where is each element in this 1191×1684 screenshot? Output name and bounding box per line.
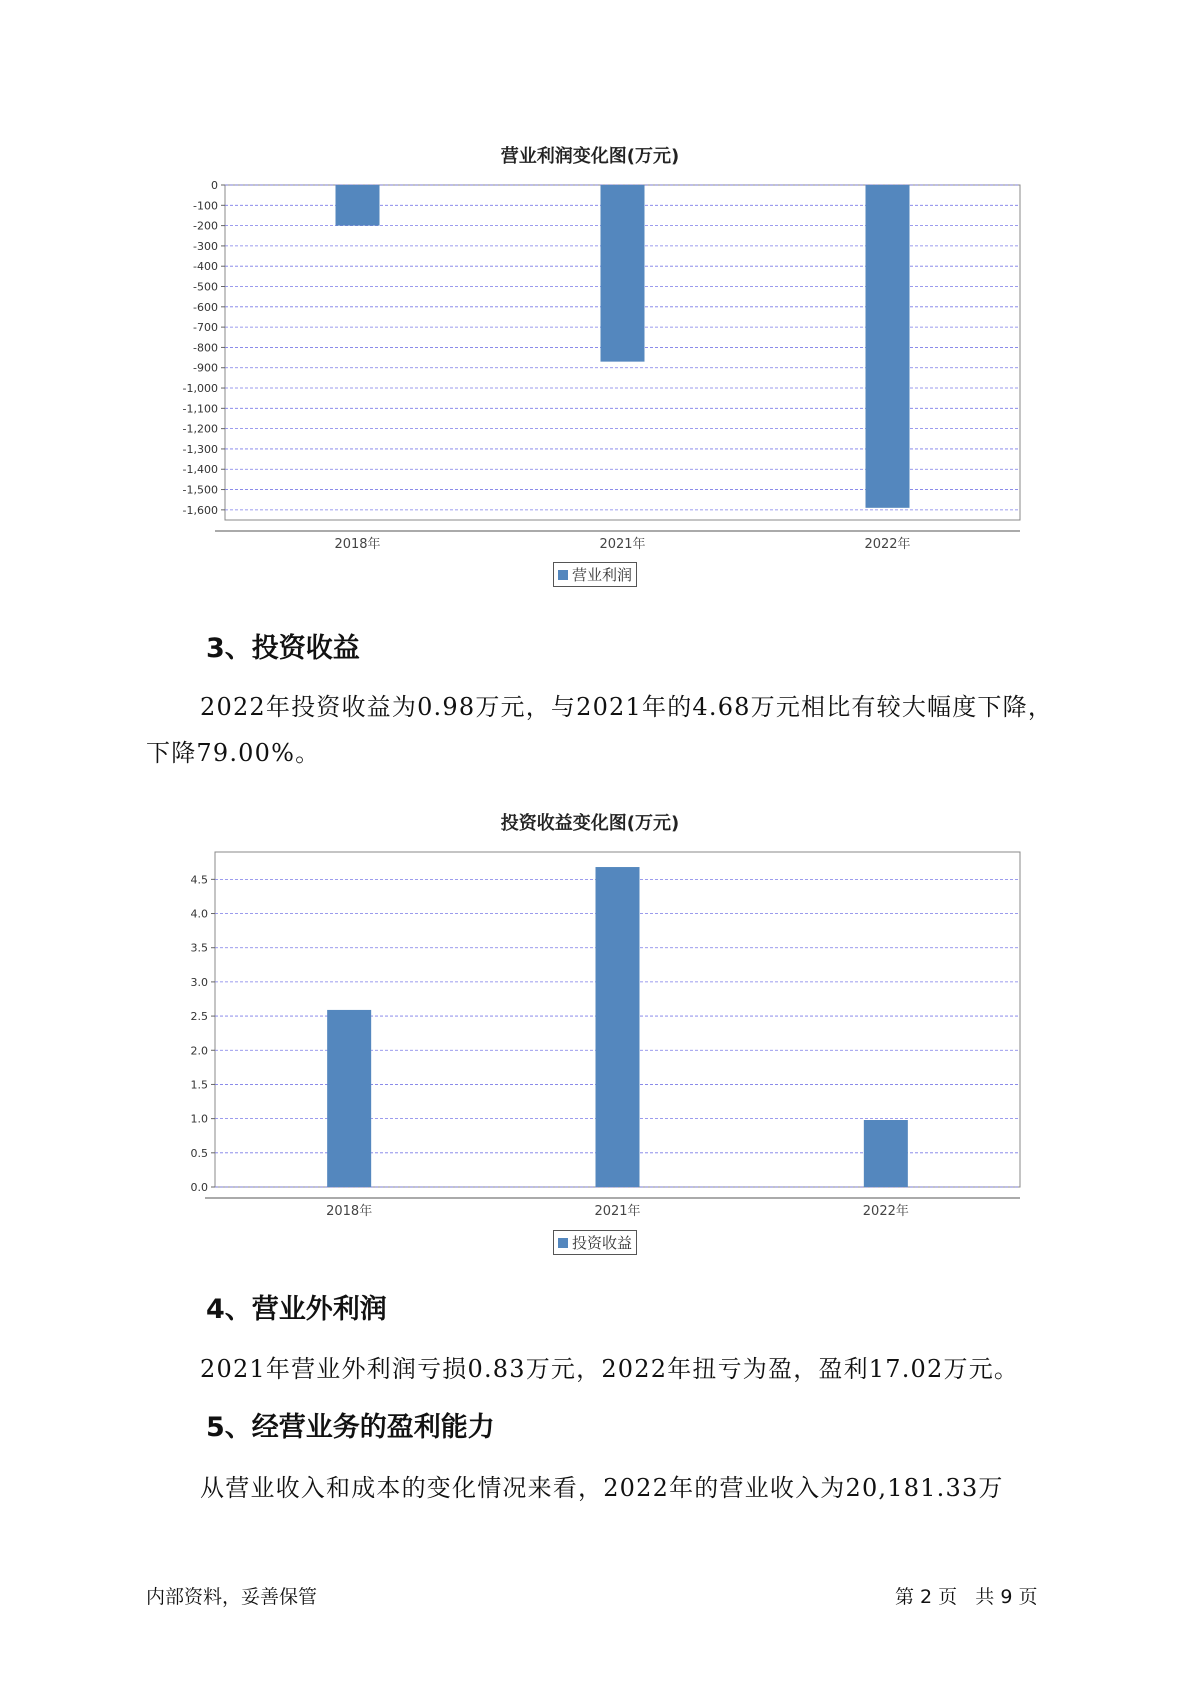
y-tick-label: -1,200 [182, 422, 218, 436]
y-tick-label: -300 [193, 239, 218, 253]
y-tick-label: -1,400 [182, 463, 218, 477]
y-tick-label: -100 [193, 199, 218, 213]
y-tick-label: -1,600 [182, 503, 218, 517]
y-tick-label: 3.0 [190, 975, 208, 989]
y-tick-label: 3.5 [190, 941, 208, 955]
x-tick-label: 2018年 [326, 1204, 373, 1219]
bar-2018年 [336, 185, 380, 226]
section-text-profitability: 从营业收入和成本的变化情况来看，2022年的营业收入为20,181.33万 [200, 1474, 1004, 1502]
x-tick-label: 2022年 [864, 537, 911, 552]
y-tick-label: -200 [193, 219, 218, 233]
y-tick-label: 0 [211, 179, 218, 192]
footer-left: 内部资料，妥善保管 [146, 1586, 318, 1608]
y-tick-label: 0.0 [190, 1181, 208, 1194]
chart-legend [553, 1230, 637, 1255]
legend-swatch [558, 570, 568, 580]
y-tick-label: 4.5 [190, 873, 208, 887]
bar-2021年 [601, 185, 645, 362]
chart-legend [553, 562, 637, 587]
y-tick-label: 4.0 [190, 907, 208, 921]
x-tick-label: 2022年 [862, 1204, 909, 1219]
bar-2022年 [864, 1120, 908, 1187]
investment-income-chart [150, 805, 1030, 1270]
y-tick-label: 1.0 [190, 1112, 208, 1126]
operating-profit-chart [150, 138, 1030, 608]
bar-2021年 [596, 867, 640, 1187]
section-heading-profitability: 5、经营业务的盈利能力 [206, 1412, 495, 1443]
y-tick-label: -1,300 [182, 442, 218, 456]
section-heading-investment-income: 3、投资收益 [206, 633, 360, 664]
investment-income-plot [150, 805, 1030, 1270]
y-tick-label: -700 [193, 321, 218, 335]
chart-title: 投资收益变化图(万元) [500, 813, 680, 834]
y-tick-label: -900 [193, 361, 218, 375]
footer-page-number: 第 2 页 共 9 页 [895, 1586, 1038, 1608]
y-tick-label: -1,100 [182, 402, 218, 416]
bar-2022年 [866, 185, 910, 508]
y-tick-label: 2.0 [190, 1044, 208, 1058]
legend-label: 投资收益 [572, 1234, 633, 1252]
y-tick-label: -1,000 [182, 382, 218, 396]
section-text-investment-income: 2022年投资收益为0.98万元，与2021年的4.68万元相比有较大幅度下降，下降79.00%。 [146, 693, 1054, 767]
y-tick-label: -800 [193, 341, 218, 355]
y-tick-label: 1.5 [190, 1078, 208, 1092]
y-tick-label: -1,500 [182, 483, 218, 497]
y-tick-label: -600 [193, 300, 218, 314]
y-tick-label: 2.5 [190, 1010, 208, 1024]
chart-title: 营业利润变化图(万元) [500, 146, 680, 167]
x-tick-label: 2018年 [334, 537, 381, 552]
x-tick-label: 2021年 [594, 1204, 641, 1219]
y-tick-label: 0.5 [190, 1146, 208, 1160]
x-tick-label: 2021年 [599, 537, 646, 552]
section-heading-non-operating-profit: 4、营业外利润 [206, 1294, 387, 1325]
operating-profit-plot [150, 138, 1030, 608]
legend-label: 营业利润 [572, 566, 633, 584]
y-tick-label: -500 [193, 280, 218, 294]
bar-2018年 [327, 1010, 371, 1187]
legend-swatch [558, 1238, 568, 1248]
y-tick-label: -400 [193, 260, 218, 274]
section-text-non-operating-profit: 2021年营业外利润亏损0.83万元，2022年扭亏为盈，盈利17.02万元。 [200, 1355, 1020, 1383]
